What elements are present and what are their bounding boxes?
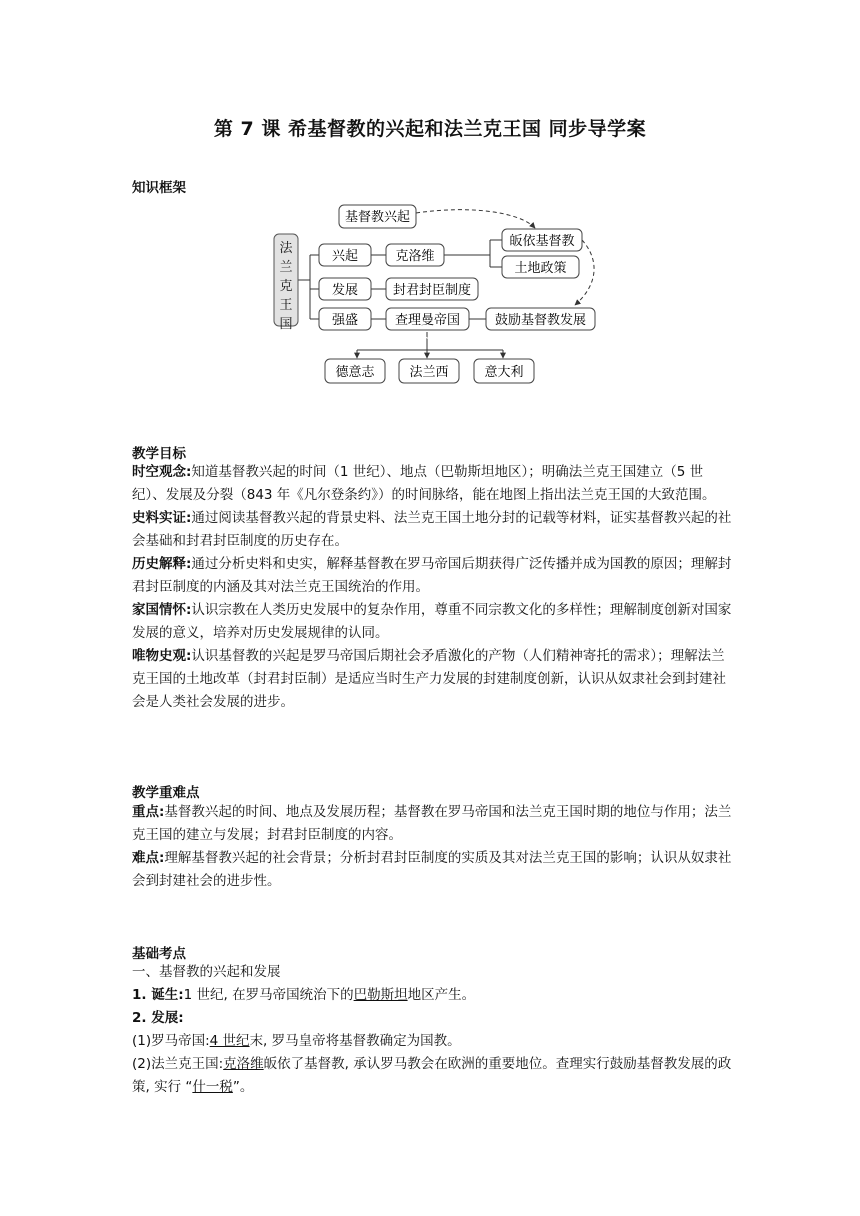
split-label: 分 裂 [415,333,447,348]
birth-answer: 巴勒斯坦 [353,987,408,1003]
mid-label-clovis: 克洛维 [395,249,435,264]
keypoint-text: 理解基督教兴起的社会背景；分析封君封臣制度的实质及其对法兰克王国的影响；认识从奴隶社会到封建社会的进步性。 [132,850,732,889]
birth-pre: 1 世纪, 在罗马帝国统治下的 [183,987,354,1003]
keypoints-heading: 教学重难点 [132,785,200,801]
goal-item [132,553,732,599]
keypoint-label: 难点: [132,850,165,866]
birth-line [132,984,732,1007]
tithe-answer: 什一税 [192,1079,233,1095]
framework-heading: 知识框架 [132,180,186,196]
development-label-text: 2. 发展: [132,1010,184,1026]
development-label [132,1007,732,1030]
goals-heading: 教学目标 [132,446,186,462]
mid-label-charlemagne: 查理曼帝国 [394,313,461,328]
keypoint-item [132,801,732,847]
basics-subheading: 一、基督教的兴起和发展 [132,964,281,980]
goals-section [132,461,732,714]
frank-post: ”。 [232,1079,254,1095]
frank-answer: 克洛维 [223,1056,264,1072]
keypoint-text: 基督教兴起的时间、地点及发展历程；基督教在罗马帝国和法兰克王国时期的地位与作用；法兰克王国的建立与发展；封君封臣制度的内容。 [132,804,732,843]
goal-label: 史料实证: [132,510,192,526]
split-label-france: 法兰西 [409,365,449,380]
goal-text: 通过分析史料和史实，解释基督教在罗马帝国后期获得广泛传播并成为国教的原因；理解封君封臣制度的内涵及其对法兰克王国统治的作用。 [132,556,732,595]
goal-label: 唯物史观: [132,648,192,664]
birth-label: 1. 诞生: [132,987,184,1003]
goal-text: 认识基督教的兴起是罗马帝国后期社会矛盾激化的产物（人们精神寄托的需求）；理解法兰克王国的土地改革（封君封臣制）是适应当时生产力发展的封建制度创新，认识从奴隶社会到封建社会是人类社会发展的进步。 [132,648,726,710]
frank-line [132,1053,732,1099]
goal-text: 认识宗教在人类历史发展中的复杂作用，尊重不同宗教文化的多样性；理解制度创新对国家发展的意义，培养对历史发展规律的认同。 [132,602,732,641]
keypoints-section [132,801,732,893]
page-title: 第 7 课 希基督教的兴起和法兰克王国 同步导学案 [213,118,647,140]
rome-answer: 4 世纪 [209,1033,250,1049]
right-label-encourage: 鼓励基督教发展 [494,313,587,328]
branch-label-prosper: 强盛 [331,313,359,328]
goal-item [132,645,732,714]
right-label-convert: 皈依基督教 [509,234,575,249]
keypoint-item [132,847,732,893]
birth-post: 地区产生。 [407,987,476,1003]
right-label-land: 土地政策 [514,261,567,276]
goal-label: 历史解释: [132,556,192,572]
branch-label-rise: 兴起 [331,249,359,264]
goal-item [132,507,732,553]
goal-text: 知道基督教兴起的时间（1 世纪）、地点（巴勒斯坦地区）；明确法兰克王国建立（5 世纪）、发展及分裂（843 年《凡尔登条约》）的时间脉络，能在地图上指出法兰克王国的大致范围。 [132,464,716,503]
basics-section [132,961,732,1099]
root-node-label: 法兰克王国 [279,241,293,332]
branch-label-develop: 发展 [331,283,359,298]
goal-label: 时空观念: [132,464,192,480]
rome-line [132,1030,732,1053]
keypoint-label: 重点: [132,804,165,820]
goal-text: 通过阅读基督教兴起的背景史料、法兰克王国土地分封的记载等材料，证实基督教兴起的社会基础和封君封臣制度的历史存在。 [132,510,732,549]
goal-label: 家国情怀: [132,602,192,618]
basics-heading: 基础考点 [132,946,186,962]
frank-pre: (2)法兰克王国: [132,1056,224,1072]
goal-item [132,599,732,645]
split-label-germany: 德意志 [335,365,375,380]
frank-mid: 皈依了基督教, 承认罗马教会在欧洲的重要地位。查理实行鼓励基督教发展的政策, 实行 “ [132,1056,732,1095]
mid-label-feudal: 封君封臣制度 [392,283,472,298]
split-label-italy: 意大利 [484,365,524,380]
rise-node-label: 基督教兴起 [344,210,411,225]
rome-post: 末, 罗马皇帝将基督教确定为国教。 [249,1033,461,1049]
rome-pre: (1)罗马帝国: [132,1033,210,1049]
goal-item [132,461,732,507]
